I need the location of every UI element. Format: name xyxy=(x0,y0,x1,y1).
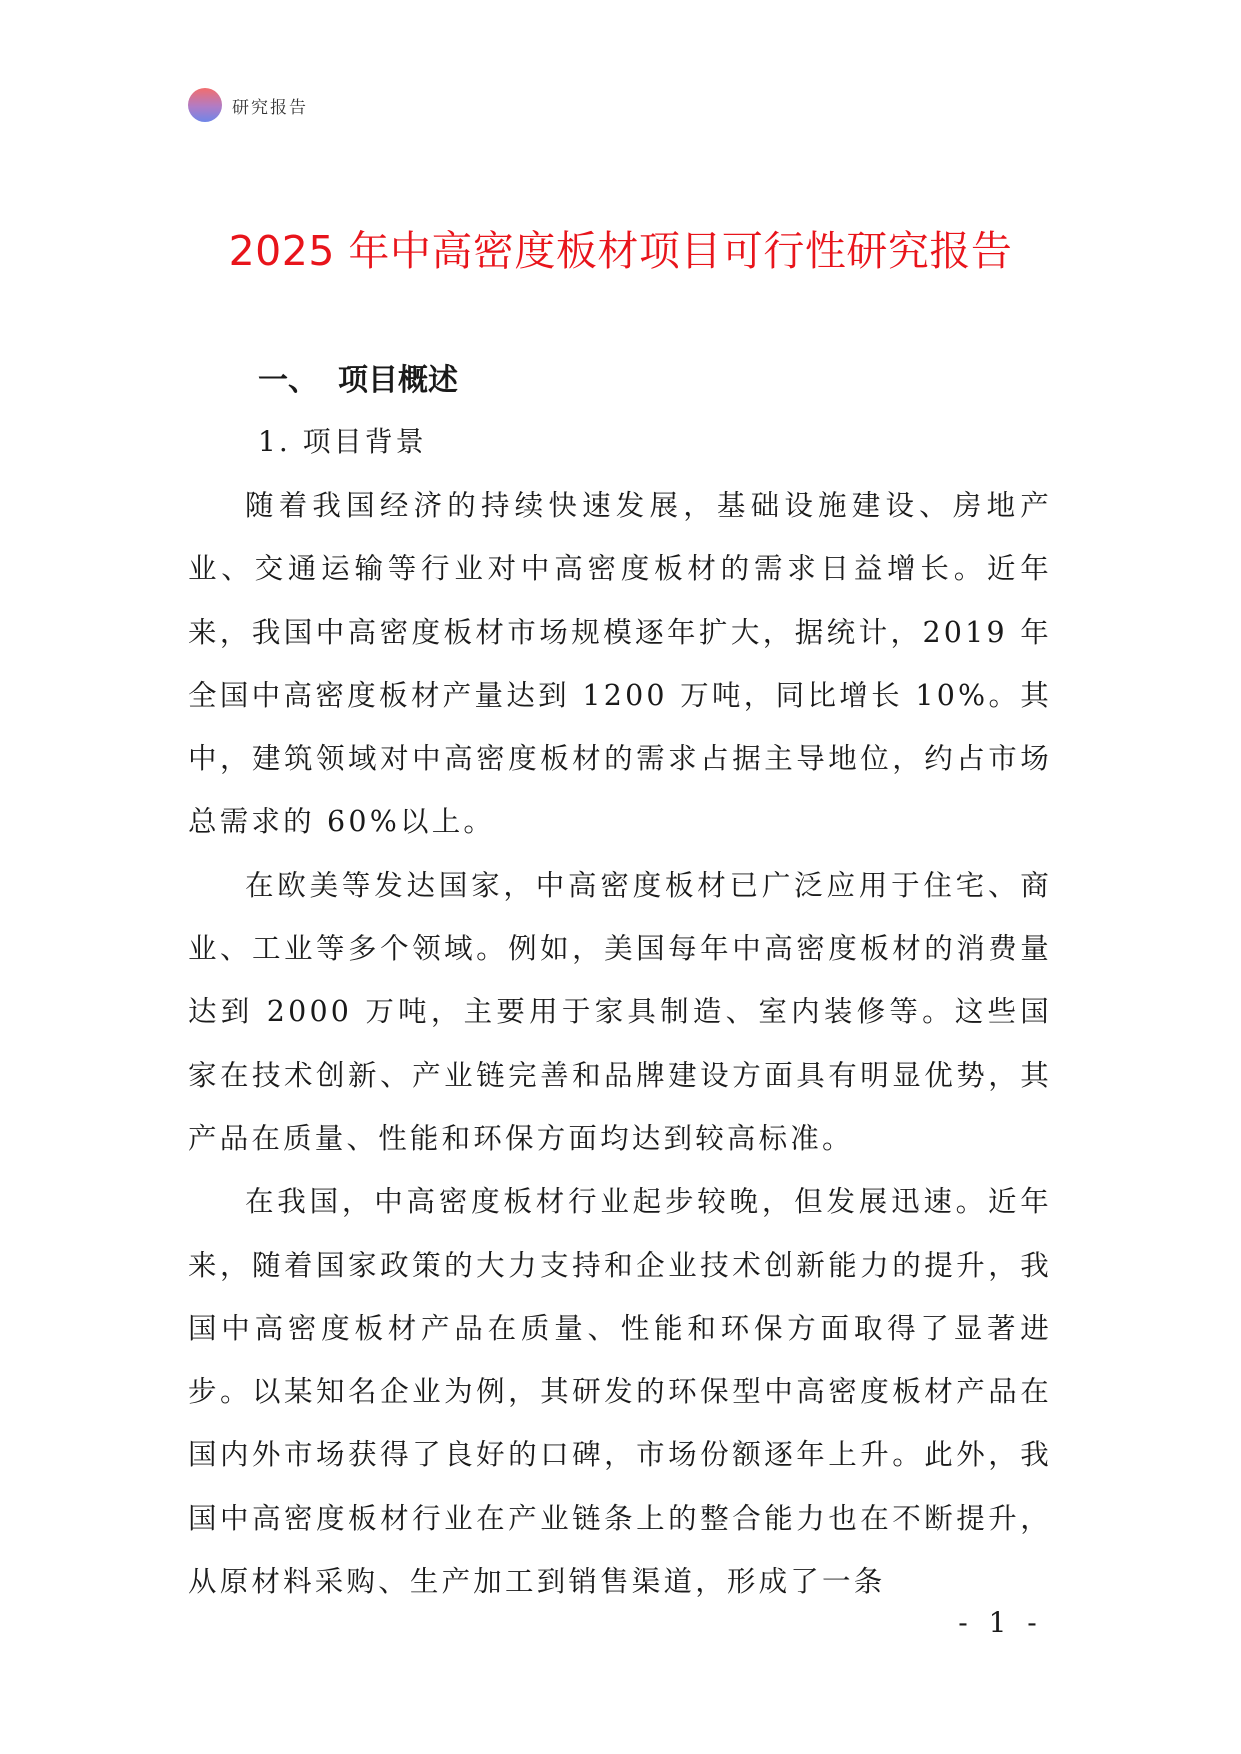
section-title: 项目概述 xyxy=(338,363,458,398)
paragraph: 在欧美等发达国家，中高密度板材已广泛应用于住宅、商业、工业等多个领域。例如，美国每年中高密度板材的消费量达到 2000 万吨，主要用于家具制造、室内装修等。这些国家在技术创新、产业链完善和品牌建设方面具有明显优势，其产品在质量、性能和环保方面均达到较高标准。 xyxy=(188,868,1052,1155)
document-title: 2025 年中高密度板材项目可行性研究报告 xyxy=(228,227,1013,275)
section-number: 一、 xyxy=(258,363,318,398)
paragraph: 在我国，中高密度板材行业起步较晚，但发展迅速。近年来，随着国家政策的大力支持和企业技术创新能力的提升，我国中高密度板材产品在质量、性能和环保方面取得了显著进步。以某知名企业为例，其研发的环保型中高密度板材产品在国内外市场获得了良好的口碑，市场份额逐年上升。此外，我国中高密度板材行业在产业链条上的整合能力也在不断提升，从原材料采购、生产加工到销售渠道，形成了一条 xyxy=(188,1185,1052,1599)
section-heading xyxy=(258,360,458,402)
logo-icon xyxy=(188,88,222,122)
paragraph: 随着我国经济的持续快速发展，基础设施建设、房地产业、交通运输等行业对中高密度板材的需求日益增长。近年来，我国中高密度板材市场规模逐年扩大，据统计，2019 年全国中高密度板材产量达到 1200 万吨，同比增长 10%。其中，建筑领域对中高密度板材的需求占据主导地位，约占市场总需求的 60%以上。 xyxy=(188,489,1052,839)
subsection-heading: 1. 项目背景 xyxy=(258,425,427,458)
body-text xyxy=(188,474,1052,1613)
report-header xyxy=(188,88,308,122)
header-label: 研究报告 xyxy=(232,97,308,118)
page-number: - 1 - xyxy=(958,1606,1043,1639)
